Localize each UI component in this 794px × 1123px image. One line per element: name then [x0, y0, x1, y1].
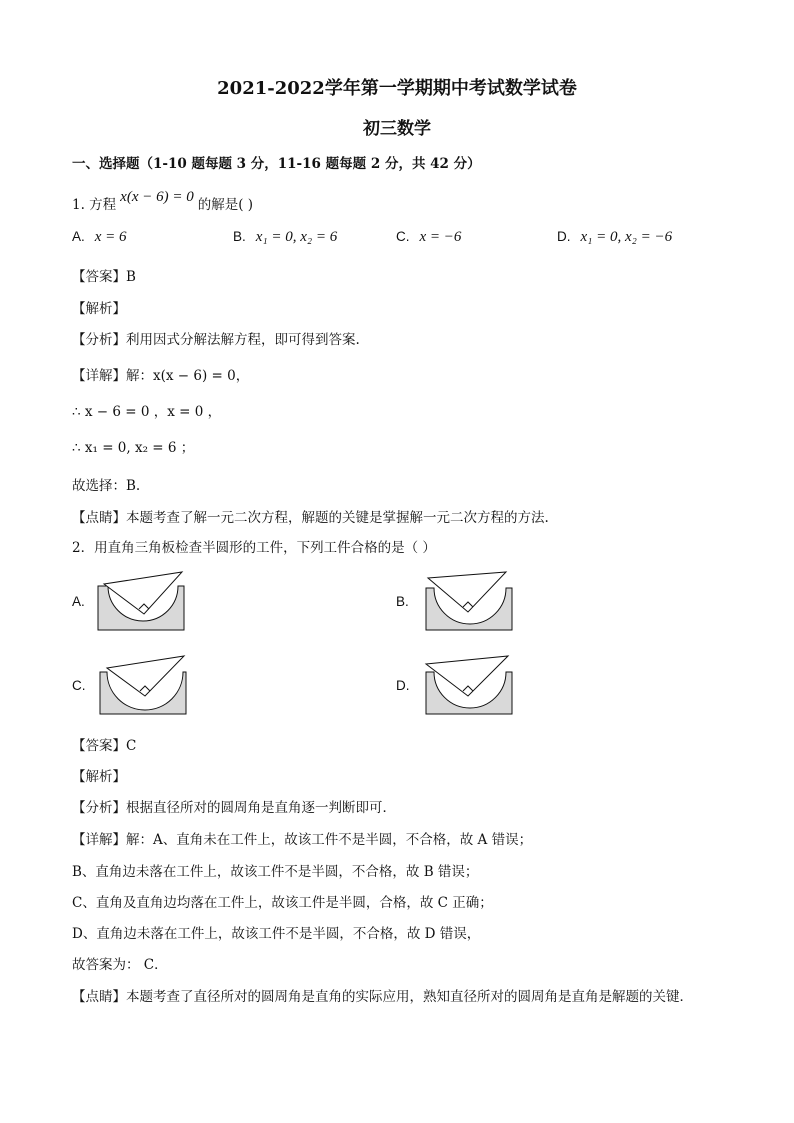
q1-option-b	[233, 229, 337, 246]
q2-option-c-label: C.	[72, 678, 86, 693]
q2-detail-a: 【详解】解：A、直角未在工件上，故该工件不是半圆，不合格，故 A 错误；	[72, 832, 533, 848]
q2-option-d-label: D.	[396, 678, 410, 693]
q1-conclusion: 故选择：B.	[72, 478, 141, 494]
q2-dianjing: 【点睛】本题考查了直径所对的圆周角是直角的实际应用，熟知直径所对的圆周角是直角是解题的关键．	[72, 989, 693, 1005]
q1-detail-3: ∴ x₁ = 0, x₂ = 6 ；	[72, 440, 195, 456]
q2-detail-c: C、直角及直角边均落在工件上，故该工件是半圆，合格，故 C 正确；	[72, 895, 493, 911]
option-label: C.	[396, 229, 410, 244]
q1-stem-tail: 的解是( )	[197, 197, 254, 213]
q1-answer: 【答案】B	[72, 269, 136, 285]
set-square	[107, 656, 184, 696]
q2-analysis-label: 【解析】	[72, 769, 126, 785]
q1-equation: x(x − 6) = 0	[120, 189, 194, 205]
option-text: x = 6	[94, 229, 127, 245]
option-label: B.	[233, 229, 246, 244]
q1-analysis-label: 【解析】	[72, 301, 126, 317]
q1-dianjing: 【点睛】本题考查了解一元二次方程，解题的关键是掌握解一元二次方程的方法.	[72, 510, 549, 526]
q1-detail-2: ∴ x − 6 = 0 ，x = 0 ，	[72, 404, 222, 420]
q2-conclusion: 故答案为： C．	[72, 957, 168, 973]
q2-option-a-label: A.	[72, 594, 85, 609]
q1-option-c	[396, 229, 461, 246]
q2-stem: 2．用直角三角板检查半圆形的工件，下列工件合格的是（ ）	[72, 540, 436, 556]
page-subtitle: 初三数学	[363, 119, 431, 139]
option-text: x₁ = 0, x₂ = −6	[580, 229, 673, 245]
q1-number: 1. 方程	[72, 197, 117, 213]
q2-figure-b	[424, 570, 516, 632]
option-label: D.	[557, 229, 571, 244]
q1-detail-1: 【详解】解：x(x − 6) = 0，	[72, 368, 250, 384]
page-title: 2021-2022学年第一学期期中考试数学试卷	[217, 78, 577, 99]
q2-detail-b: B、直角边未落在工件上，故该工件不是半圆，不合格，故 B 错误；	[72, 864, 479, 880]
option-text: x = −6	[419, 229, 462, 245]
q2-answer: 【答案】C	[72, 738, 137, 754]
q2-figure-d	[424, 654, 516, 716]
q2-figure-c	[98, 654, 190, 716]
q2-option-b-label: B.	[396, 594, 409, 609]
option-text: x₁ = 0, x₂ = 6	[255, 229, 338, 245]
q2-figure-a	[96, 570, 188, 632]
section-heading: 一、选择题（1-10 题每题 3 分，11-16 题每题 2 分，共 42 分）	[72, 156, 481, 172]
option-label: A.	[72, 229, 85, 244]
set-square	[428, 572, 506, 612]
q1-stem	[72, 189, 254, 214]
q2-detail-d: D、直角边未落在工件上，故该工件不是半圆，不合格，故 D 错误，	[72, 926, 481, 942]
q2-fenxi: 【分析】根据直径所对的圆周角是直角逐一判断即可．	[72, 800, 396, 816]
q1-fenxi: 【分析】利用因式分解法解方程，即可得到答案.	[72, 332, 360, 348]
q1-option-d	[557, 229, 672, 246]
q1-option-a	[72, 229, 127, 246]
